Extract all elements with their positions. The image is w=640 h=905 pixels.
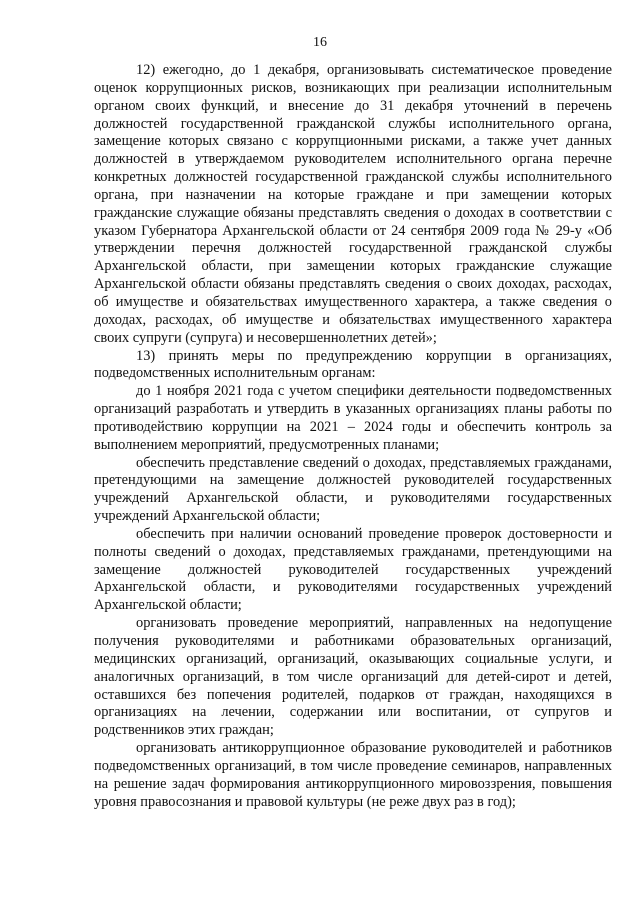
paragraph-anticorruption-education: организовать антикоррупционное образование руководителей и работников подведомственных организаций, в том числе проведение семинаров, направленных на решение задач формирования антикоррупционного мировоззрения, повышения уровня правосознания и правовой культуры (не реже двух раз в год); — [94, 740, 612, 810]
document-body — [94, 62, 612, 811]
paragraph-plans-2021-2024: до 1 ноября 2021 года с учетом специфики деятельности подведомственных организаций разработать и утвердить в указанных организациях планы работы по противодействию коррупции на 2021 – 2024 годы и обеспечить контроль за выполнением мероприятий, предусмотренных планами; — [94, 383, 612, 453]
paragraph-item-12: 12) ежегодно, до 1 декабря, организовывать систематическое проведение оценок коррупционных рисков, возникающих при реализации исполнительным органом своих функций, и внесение до 31 декабря уточнений в перечень должностей государственной гражданской службы исполнительного органа, замещение которых связано с коррупционными рисками, а также учет данных должностей в утверждаемом руководителем исполнительного органа перечне конкретных должностей государственной гражданской службы исполнительного органа, при назначении на которые граждане и при замещении которых гражданские служащие обязаны представлять сведения о доходах в соответствии с указом Губернатора Архангельской области от 24 сентября 2009 года № 29-у «Об утверждении перечня должностей государственной гражданской службы Архангельской области, при замещении которых гражданские служащие Архангельской области обязаны представлять сведения о своих доходах, расходах, об имуществе и обязательствах имущественного характера, а также сведения о доходах, расходах, об имуществе и обязательствах имущественного характера своих супруги (супруга) и несовершеннолетних детей»; — [94, 62, 612, 346]
paragraph-item-13: 13) принять меры по предупреждению коррупции в организациях, подведомственных исполнительным органам: — [94, 347, 612, 382]
paragraph-gift-prevention: организовать проведение мероприятий, направленных на недопущение получения руководителями и работниками образовательных организаций, медицинских организаций, организаций, оказывающих социальные услуги, и аналогичных организаций, в том числе организаций для детей-сирот и детей, оставшихся без попечения родителей, подарков от граждан, находящихся в организациях на лечении, содержании или воспитании, от супругов и родственников этих граждан; — [94, 615, 612, 739]
paragraph-income-verification: обеспечить при наличии оснований проведение проверок достоверности и полноты сведений о доходах, представляемых гражданами, претендующими на замещение должностей руководителей государственных учреждений Архангельской области, и руководителями государственных учреждений Архангельской области; — [94, 525, 612, 614]
paragraph-income-submission: обеспечить представление сведений о доходах, представляемых гражданами, претендующими на замещение должностей руководителей государственных учреждений Архангельской области, и руководителями государственных учреждений Архангельской области; — [94, 454, 612, 525]
page-number: 16 — [313, 35, 327, 50]
